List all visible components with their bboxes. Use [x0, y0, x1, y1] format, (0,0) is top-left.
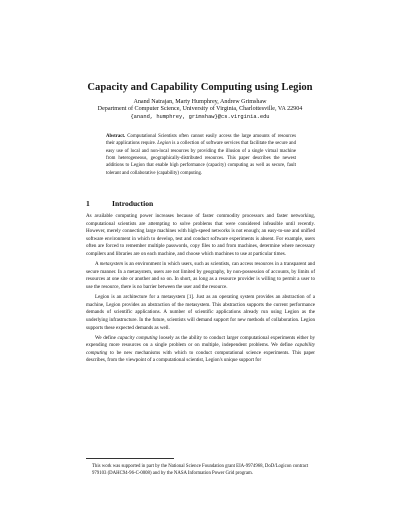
- author-names: Anand Natrajan, Marty Humphrey, Andrew Grimshaw: [133, 99, 267, 105]
- section-title: Introduction: [112, 199, 154, 208]
- abstract-text-2: is a collection of software services that facilitate the secure and easy use of local and non-local resources by providing the illusion of a single virtual machine from heterogeneous, geographically-distributed resources. This paper describes the newest additions to Legion that enable high performance (capacity) computing as well as secure, fault tolerant and collaborative (capability) computing.: [106, 141, 296, 176]
- author-block: [0, 99, 400, 121]
- term-metasystem: metasystem: [99, 261, 124, 268]
- paragraph-1: As available computing power increases because of faster commodity processors and faster networking, computational scientists are attempting to solve problems that were considered infeasible until recently. However, merely connecting large machines with high-speed networks is not enough; an easy-to-use and unified software environment in which to develop, test and conduct software experiments is absent. For example, users often are forced to remember multiple passwords, copy files to and from machines, determine where necessary compilers and libraries are on each machine, and choose which machines to use at particular times.: [86, 213, 315, 257]
- abstract-text-1: Computational Scientists often cannot easily access the large amounts of resources their applications require.: [106, 134, 296, 147]
- section-heading: [86, 199, 153, 208]
- abstract-label: Abstract.: [106, 134, 126, 139]
- section-number: 1: [86, 199, 90, 208]
- author-email: {anand, humphrey, grimshaw}@cs.virginia.edu: [130, 113, 270, 120]
- paper-title: Capacity and Capability Computing using Legion: [87, 82, 313, 93]
- paragraph-3: Legion is an architecture for a metasystem [1]. Just as an operating system provides an abstraction of a machine, Legion provides an abstraction of the metasystem. This abstraction supports the current performance demands of scientific applications. A number of scientific applications already run using Legion as the underlying infrastructure. In the future, scientists will demand support for new methods of collaboration. Legion supports these expected demands as well.: [86, 294, 315, 331]
- author-affiliation: Department of Computer Science, University of Virginia, Charlottesville, VA 22904: [97, 106, 303, 113]
- abstract: [106, 133, 296, 177]
- abstract-legion: Legion: [157, 141, 171, 147]
- paragraph-2: A metasystem is an environment in which users, such as scientists, can access resources in a transparent and secure manner. In a metasystem, users are not limited by geography, by non-possession of accounts, by limits of resources at one site or another and so on. In short, as long as a resource provider is willing to permit a user to use the resource, there is no barrier between the user and the resource.: [86, 261, 315, 290]
- footnote-rule: [86, 458, 174, 459]
- paragraph-4: We define capacity computing loosely as the ability to conduct larger computational experiments either by expending more resources on a single problem or on multiple, independent problems. We define capability computing to be new mechanisms with which to conduct computational science experiments. This paper describes, from the viewpoint of a computational scientist, Legion's unique support for: [86, 334, 316, 364]
- body-text: [86, 213, 315, 368]
- footnote-text: This work was supported in part by the National Science Foundation grant EIA-9974968, DoD/Logicon contract 979103 (DAHC94-96-C-0008) and by the NASA Information Power Grid program.: [92, 464, 309, 476]
- term-capability-computing: capability computing: [86, 342, 315, 356]
- footnote: [92, 463, 312, 477]
- term-capacity-computing: capacity computing: [117, 334, 158, 341]
